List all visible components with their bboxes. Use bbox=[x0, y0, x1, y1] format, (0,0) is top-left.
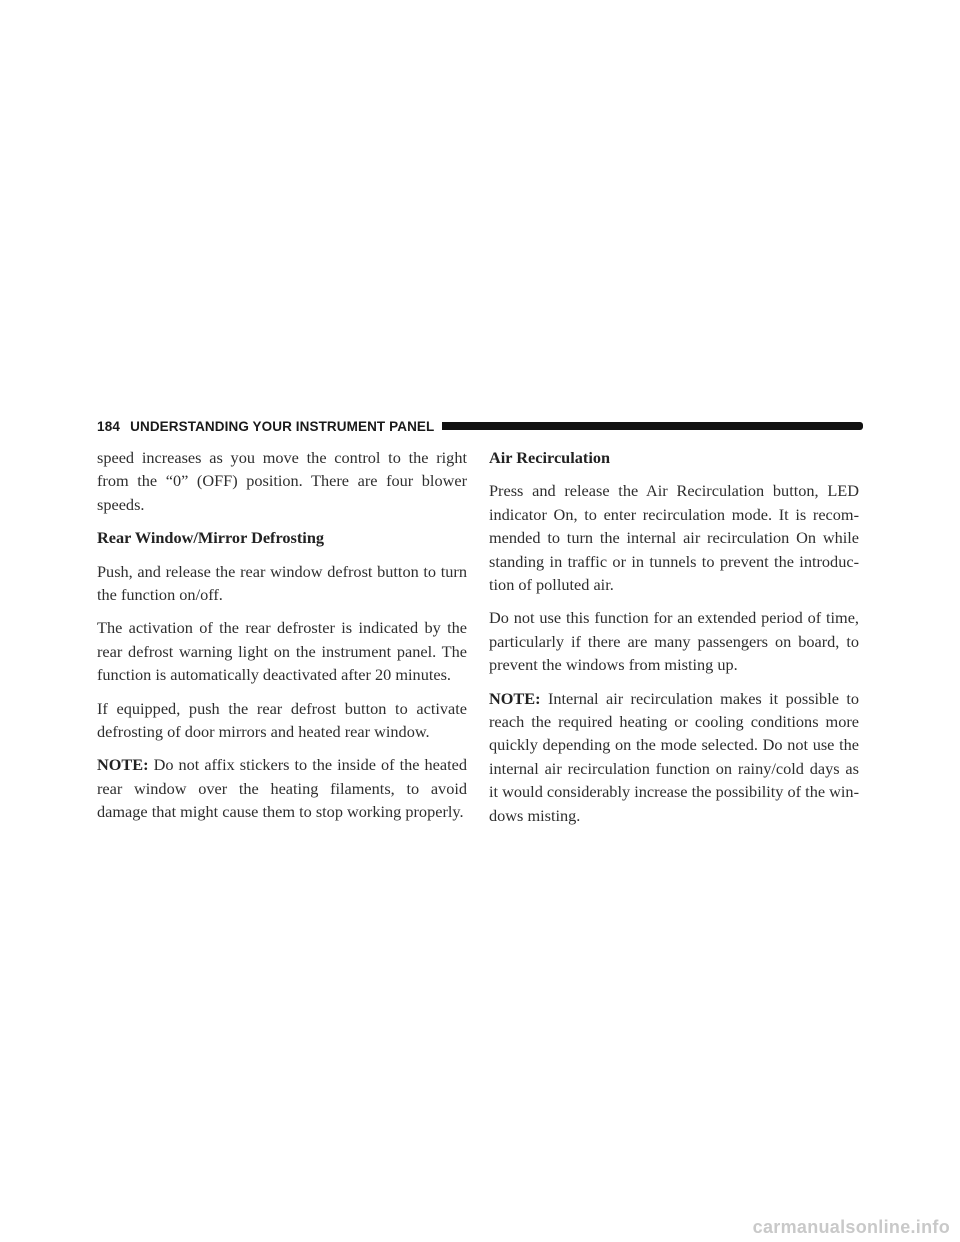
paragraph-defrost-button: Push, and release the rear window defrost button to turn the function on/off. bbox=[97, 561, 467, 605]
paragraph-defroster-activation: The activation of the rear defroster is indicated by the rear defrost warning light on the instrument panel. The function is automatically deactivated after 20 minutes. bbox=[97, 618, 467, 685]
right-column bbox=[489, 446, 859, 837]
left-column bbox=[97, 446, 467, 834]
note-label: NOTE: bbox=[489, 688, 541, 708]
paragraph-extended-use: Do not use this function for an extended period of time, particularly if there are many passengers on board, to prevent the windows from misting up. bbox=[489, 608, 859, 675]
page-header bbox=[97, 415, 863, 437]
paragraph-door-mirrors: If equipped, push the rear defrost button to activate defrosting of door mirrors and heated rear window. bbox=[97, 698, 467, 742]
note-text: Internal air recirculation makes it possible to reach the required heating or cooling conditions more quickly depending on the mode selected. Do not use the internal air recirculation function on rainy/cold days as it would considerably increase the possibility of the windows misting. bbox=[489, 688, 859, 825]
paragraph-blower-speeds: speed increases as you move the control to the right from the “0” (OFF) position. There are four blower speeds. bbox=[97, 448, 467, 514]
heading-rear-window-defrosting: Rear Window/Mirror Defrosting bbox=[97, 528, 325, 548]
note-label: NOTE: bbox=[97, 755, 149, 775]
note-recirculation bbox=[489, 687, 859, 827]
header-rule bbox=[442, 422, 863, 430]
page-number: 184 bbox=[97, 418, 121, 434]
heading-air-recirculation: Air Recirculation bbox=[489, 448, 611, 467]
watermark: carmanualsonline.info bbox=[752, 1217, 950, 1237]
paragraph-recirculation-button: Press and release the Air Recirculation button, LED indicator On, to enter recirculation mode. It is recommended to turn the internal air recirculation On while standing in traffic or in tunnels to prevent the introduction of polluted air. bbox=[489, 481, 859, 595]
section-title: UNDERSTANDING YOUR INSTRUMENT PANEL bbox=[130, 418, 435, 434]
note-text: Do not affix stickers to the inside of the heated rear window over the heating filaments, to avoid damage that might cause them to stop working properly. bbox=[97, 755, 467, 822]
note-stickers bbox=[97, 753, 467, 823]
